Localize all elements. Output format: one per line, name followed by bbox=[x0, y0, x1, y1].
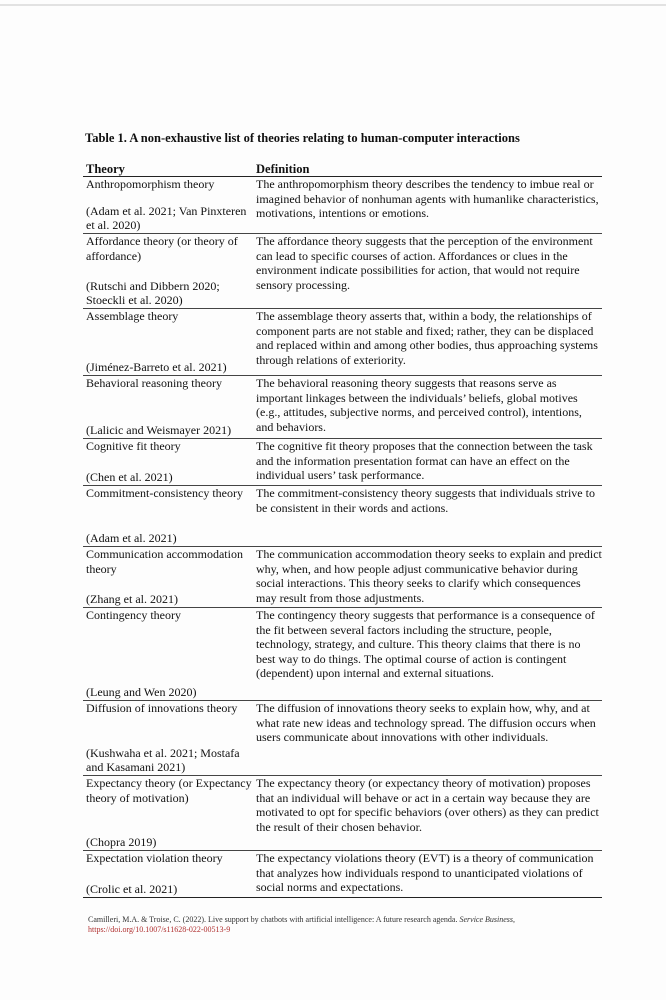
theory-cell bbox=[83, 776, 253, 851]
table-row bbox=[83, 439, 602, 486]
definition-cell: The communication accommodation theory seeks to explain and predict why, when, and how people adjust communicative behavior during social interactions. This theory seeks to clarify which consequences may result from those adjustments. bbox=[253, 547, 602, 608]
definition-cell: The contingency theory suggests that performance is a consequence of the fit between several factors including the structure, people, technology, strategy, and culture. This theory claims that there is no best way to do things. The optimal course of action is contingent (dependent) upon internal and external situations. bbox=[253, 608, 602, 701]
table-row bbox=[83, 376, 602, 439]
theory-cell bbox=[83, 309, 253, 376]
theory-name: Assemblage theory bbox=[86, 309, 179, 324]
table-row bbox=[83, 851, 602, 898]
theory-reference: (Kushwaha et al. 2021; Mostafa and Kasamani 2021) bbox=[86, 745, 240, 774]
theory-reference: (Rutschi and Dibbern 2020; Stoeckli et al. 2020) bbox=[86, 278, 220, 307]
header-theory: Theory bbox=[83, 162, 253, 177]
table-row bbox=[83, 547, 602, 608]
theory-cell bbox=[83, 234, 253, 309]
definition-cell: The expectancy violations theory (EVT) is a theory of communication that analyzes how individuals respond to unanticipated violations of social norms and expectations. bbox=[253, 851, 602, 898]
definition-cell: The cognitive fit theory proposes that the connection between the task and the information presentation format can have an effect on the individual users’ task performance. bbox=[253, 439, 602, 486]
theory-cell bbox=[83, 486, 253, 547]
definition-cell: The anthropomorphism theory describes the tendency to imbue real or imagined behavior of nonhuman agents with humanlike characteristics, motivations, intentions or emotions. bbox=[253, 177, 602, 234]
theory-cell bbox=[83, 851, 253, 898]
theory-reference: (Crolic et al. 2021) bbox=[86, 882, 178, 896]
theory-name: Anthropomorphism theory bbox=[86, 177, 215, 192]
table-row bbox=[83, 177, 602, 234]
footer-journal: Service Business bbox=[459, 915, 514, 924]
theory-cell bbox=[83, 376, 253, 439]
theory-reference: (Lalicic and Weismayer 2021) bbox=[86, 423, 232, 437]
definition-cell: The expectancy theory (or expectancy theory of motivation) proposes that an individual will behave or act in a certain way because they are motivated to opt for specific behaviors (over others) as they can predict the result of their chosen behavior. bbox=[253, 776, 602, 851]
table-row bbox=[83, 776, 602, 851]
theory-name: Behavioral reasoning theory bbox=[86, 376, 222, 391]
theories-table bbox=[83, 162, 602, 898]
theory-reference: (Leung and Wen 2020) bbox=[86, 685, 197, 699]
theory-cell bbox=[83, 608, 253, 701]
theory-name: Cognitive fit theory bbox=[86, 439, 181, 454]
table-row bbox=[83, 701, 602, 776]
theory-name: Contingency theory bbox=[86, 608, 181, 623]
theory-reference: (Adam et al. 2021; Van Pinxteren et al. 2020) bbox=[86, 203, 247, 232]
theory-reference: (Chopra 2019) bbox=[86, 835, 157, 849]
definition-cell: The diffusion of innovations theory seeks to explain how, why, and at what rate new ideas and technology spread. The diffusion occurs when users communicate about innovations with other individuals. bbox=[253, 701, 602, 776]
definition-cell: The commitment-consistency theory suggests that individuals strive to be consistent in their words and actions. bbox=[253, 486, 602, 547]
theory-cell bbox=[83, 439, 253, 486]
theory-name: Expectation violation theory bbox=[86, 851, 223, 866]
table-row bbox=[83, 234, 602, 309]
theory-reference: (Jiménez-Barreto et al. 2021) bbox=[86, 360, 227, 374]
theory-name: Expectancy theory (or Expectancy theory of motivation) bbox=[86, 776, 252, 805]
theory-name: Communication accommodation theory bbox=[86, 547, 243, 576]
top-divider bbox=[0, 4, 666, 6]
definition-cell: The affordance theory suggests that the perception of the environment can lead to specific courses of action. Affordances or clues in the environment indicate possibilities for action, that would not require sensory processing. bbox=[253, 234, 602, 309]
theory-name: Diffusion of innovations theory bbox=[86, 701, 238, 716]
table-body bbox=[83, 177, 602, 898]
table-row bbox=[83, 309, 602, 376]
table-row bbox=[83, 486, 602, 547]
table-row bbox=[83, 608, 602, 701]
source-footer: Camilleri, M.A. & Troise, C. (2022). Live support by chatbots with artificial intelligence: A future research agenda. Service Business, https://doi.org/10.1007/s11628-022-00513-9 bbox=[88, 915, 516, 934]
table-caption: Table 1. A non-exhaustive list of theories relating to human-computer interactions bbox=[85, 131, 520, 145]
theory-cell bbox=[83, 547, 253, 608]
doi-link[interactable]: https://doi.org/10.1007/s11628-022-00513-9 bbox=[88, 925, 231, 934]
theory-reference: (Adam et al. 2021) bbox=[86, 531, 177, 545]
theory-reference: (Zhang et al. 2021) bbox=[86, 592, 178, 606]
theory-reference: (Chen et al. 2021) bbox=[86, 470, 173, 484]
definition-cell: The behavioral reasoning theory suggests that reasons serve as important linkages between the individuals’ beliefs, global motives (e.g., attitudes, subjective norms, and perceived control), intentions, and behaviors. bbox=[253, 376, 602, 439]
theory-cell bbox=[83, 177, 253, 234]
theory-cell bbox=[83, 701, 253, 776]
header-definition: Definition bbox=[253, 162, 602, 177]
definition-cell: The assemblage theory asserts that, within a body, the relationships of component parts are not stable and fixed; rather, they can be displaced and replaced within and among other bodies, thus approaching systems through relations of exteriority. bbox=[253, 309, 602, 376]
theory-name: Affordance theory (or theory of affordance) bbox=[86, 234, 238, 263]
theory-name: Commitment-consistency theory bbox=[86, 486, 243, 501]
footer-citation: Camilleri, M.A. & Troise, C. (2022). Live support by chatbots with artificial intelligence: A future research agenda. bbox=[88, 915, 458, 924]
table-header-row bbox=[83, 162, 602, 177]
